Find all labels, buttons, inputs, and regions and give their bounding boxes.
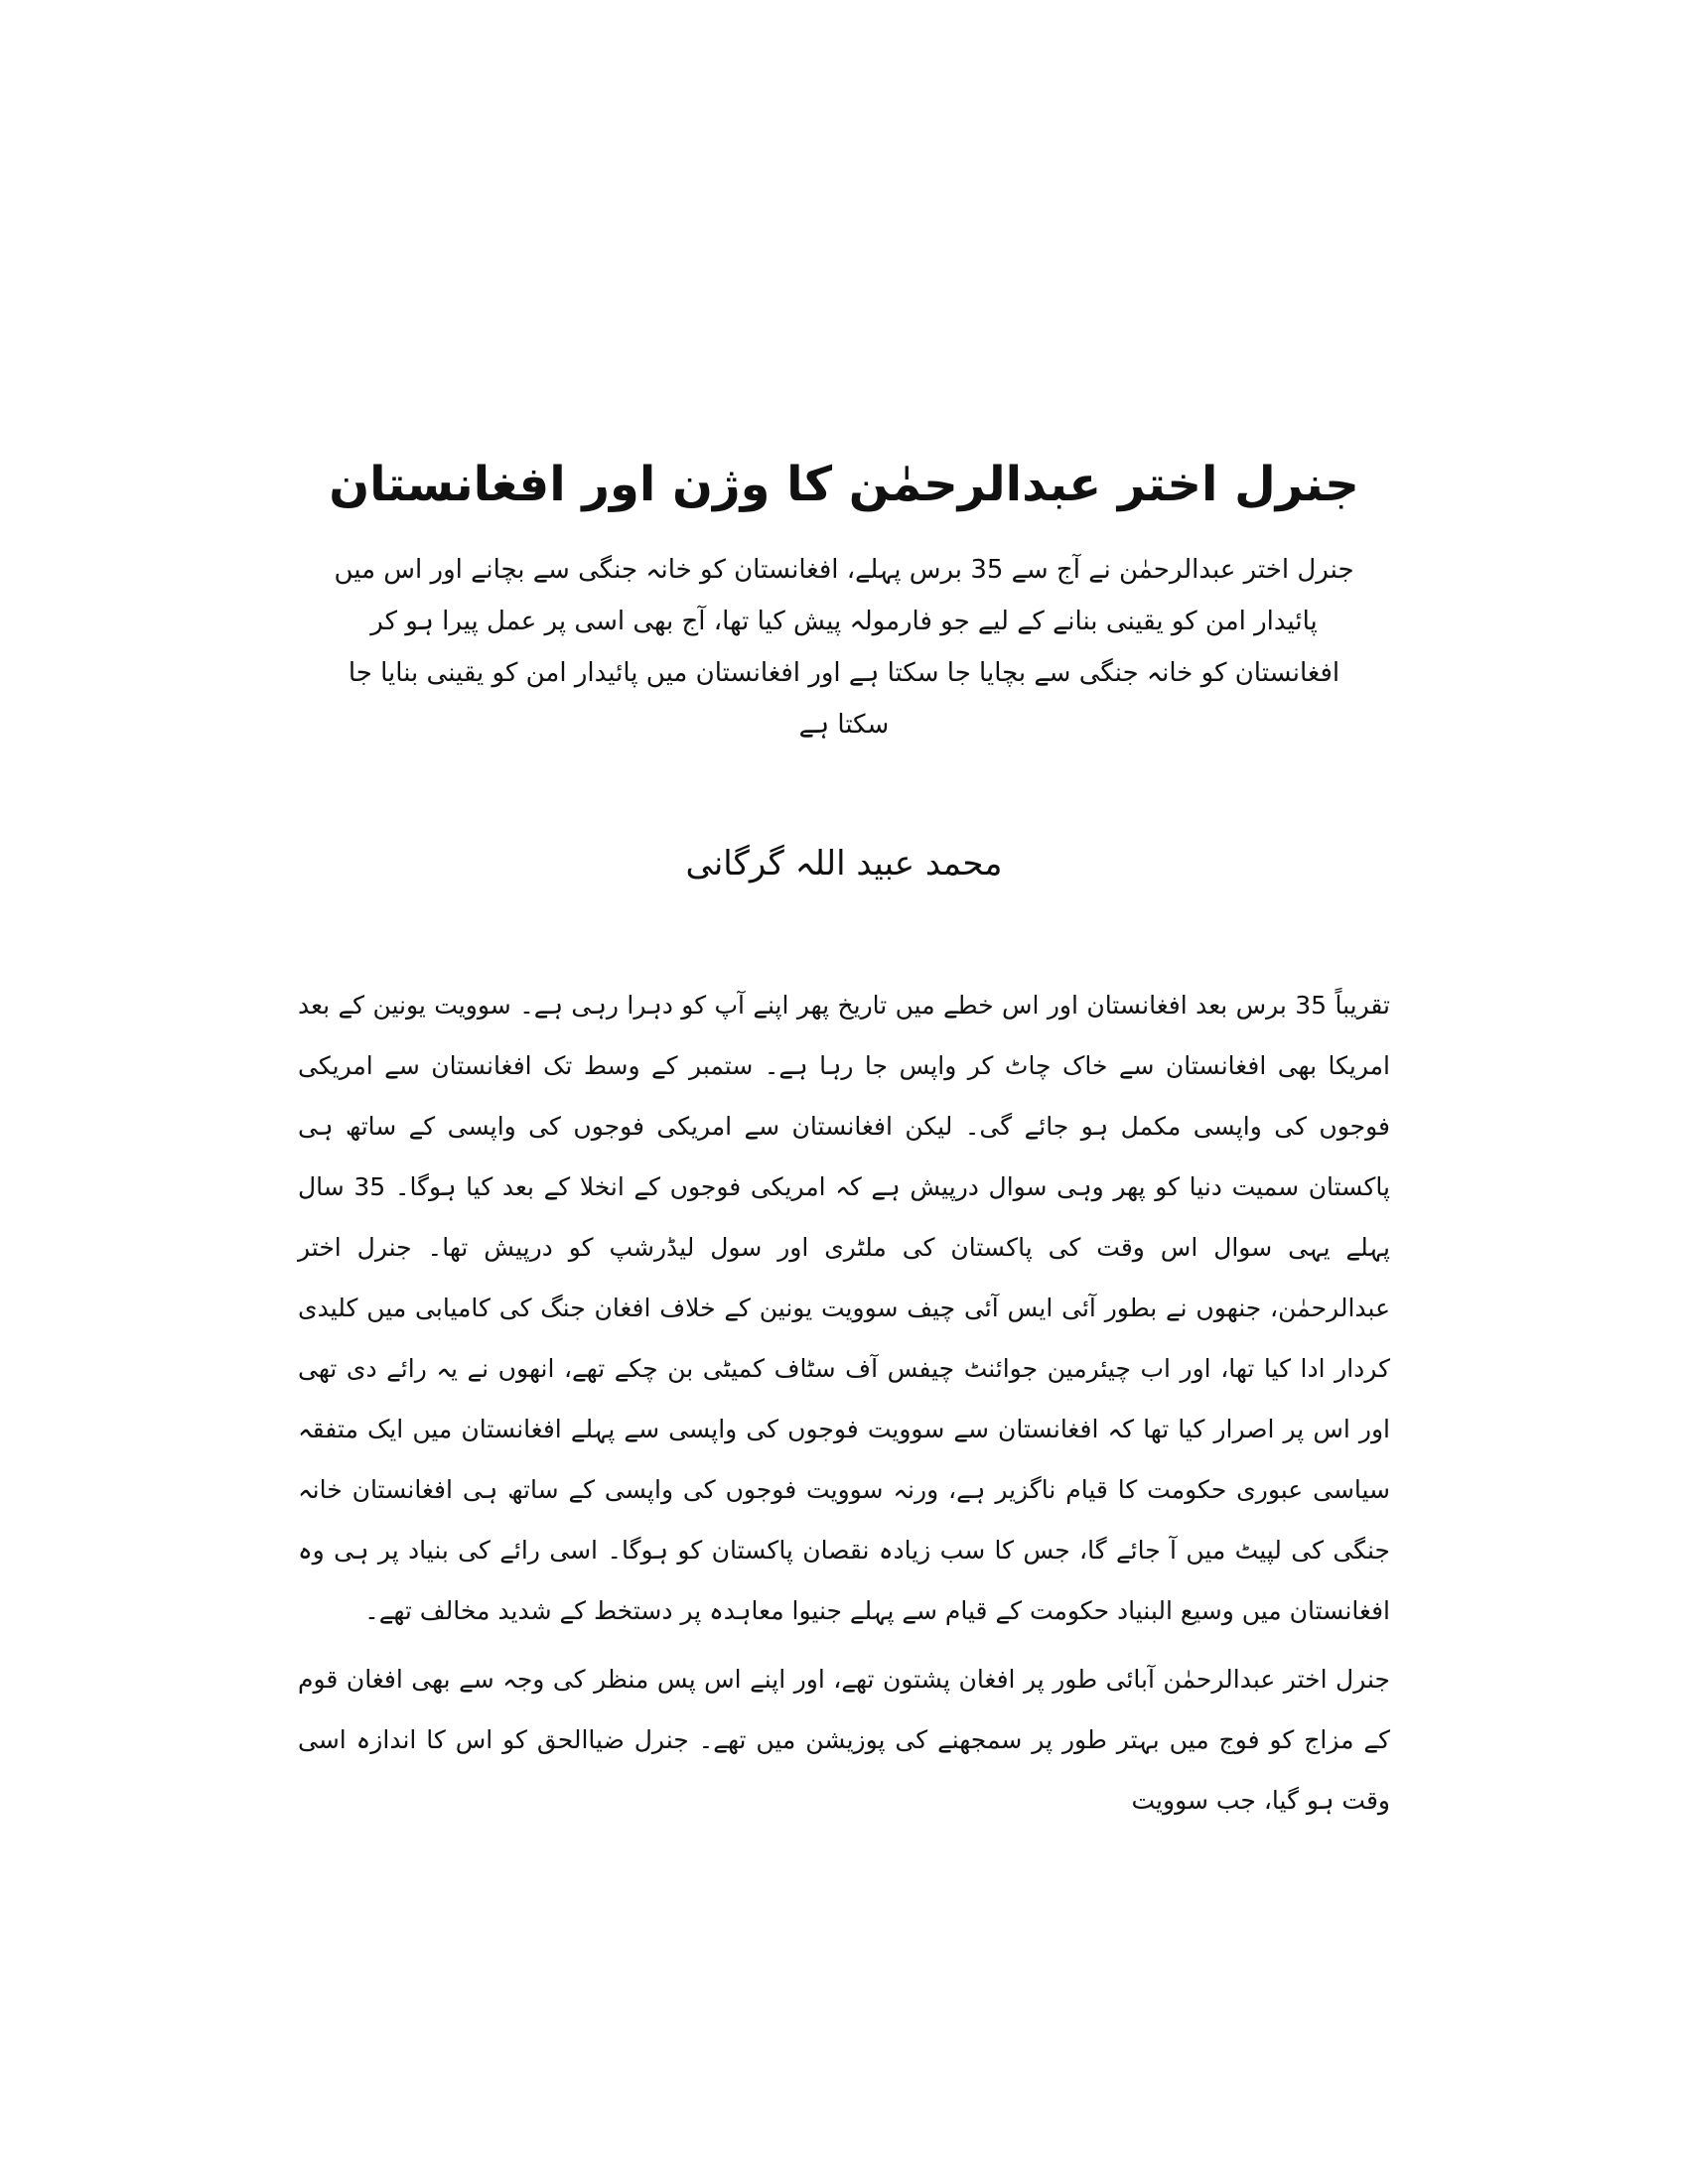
- article-title: جنرل اختر عبدالرحمٰن کا وژن اور افغانستان: [329, 457, 1359, 512]
- author-name: محمد عبید اللہ گرگانی: [685, 844, 1003, 884]
- body-paragraph: جنرل اختر عبدالرحمٰن آبائی طور پر افغان پشتون تھے، اور اپنے اس پس منظر کی وجہ سے بھی افغان قوم کے مزاج کو فوج میں بہتر طور پر سمجھنے کی پوزیشن میں تھے۔ جنرل ضیاالحق کو اس کا اندازہ اسی وقت ہو گیا، جب سوویت: [298, 1665, 1390, 1815]
- body-paragraph: تقریباً 35 برس بعد افغانستان اور اس خطے میں تاریخ پھر اپنے آپ کو دہرا رہی ہے۔ سوویت یونین کے بعد امریکا بھی افغانستان سے خاک چاٹ کر واپس جا رہا ہے۔ ستمبر کے وسط تک افغانستان سے امریکی فوجوں کی واپسی مکمل ہو جائے گی۔ لیکن افغانستان سے امریکی فوجوں کی واپسی کے ساتھ ہی پاکستان سمیت دنیا کو پھر وہی سوال درپیش ہے کہ امریکی فوجوں کے انخلا کے بعد کیا ہوگا۔ 35 سال پہلے یہی سوال اس وقت کی پاکستان کی ملٹری اور سول لیڈرشپ کو درپیش تھا۔ جنرل اختر عبدالرحمٰن، جنھوں نے بطور آئی ایس آئی چیف سوویت یونین کے خلاف افغان جنگ کی کامیابی میں کلیدی کردار ادا کیا تھا، اور اب چیئرمین جوائنٹ چیفس آف سٹاف کمیٹی بن چکے تھے، انھوں نے یہ رائے دی تھی اور اس پر اصرار کیا تھا کہ افغانستان سے سوویت فوجوں کی واپسی سے پہلے افغانستان میں ایک متفقہ سیاسی عبوری حکومت کا قیام ناگزیر ہے، ورنہ سوویت فوجوں کی واپسی کے ساتھ ہی افغانستان خانہ جنگی کی لپیٹ میں آ جائے گا، جس کا سب زیادہ نقصان پاکستان کو ہوگا۔ اسی رائے کی بنیاد پر ہی وہ افغانستان میں وسیع البنیاد حکومت کے قیام سے پہلے جنیوا معاہدہ پر دستخط کے شدید مخالف تھے۔: [298, 991, 1390, 1625]
- article-body: [298, 975, 1390, 1831]
- article-subtitle: جنرل اختر عبدالرحمٰن نے آج سے 35 برس پہلے، افغانستان کو خانہ جنگی سے بچانے اور اس میں پائیدار امن کو یقینی بنانے کے لیے جو فارمولہ پیش کیا تھا، آج بھی اسی پر عمل پیرا ہو کر افغانستان کو خانہ جنگی سے بچایا جا سکتا ہے اور افغانستان میں پائیدار امن کو یقینی بنایا جا سکتا ہے: [334, 555, 1354, 740]
